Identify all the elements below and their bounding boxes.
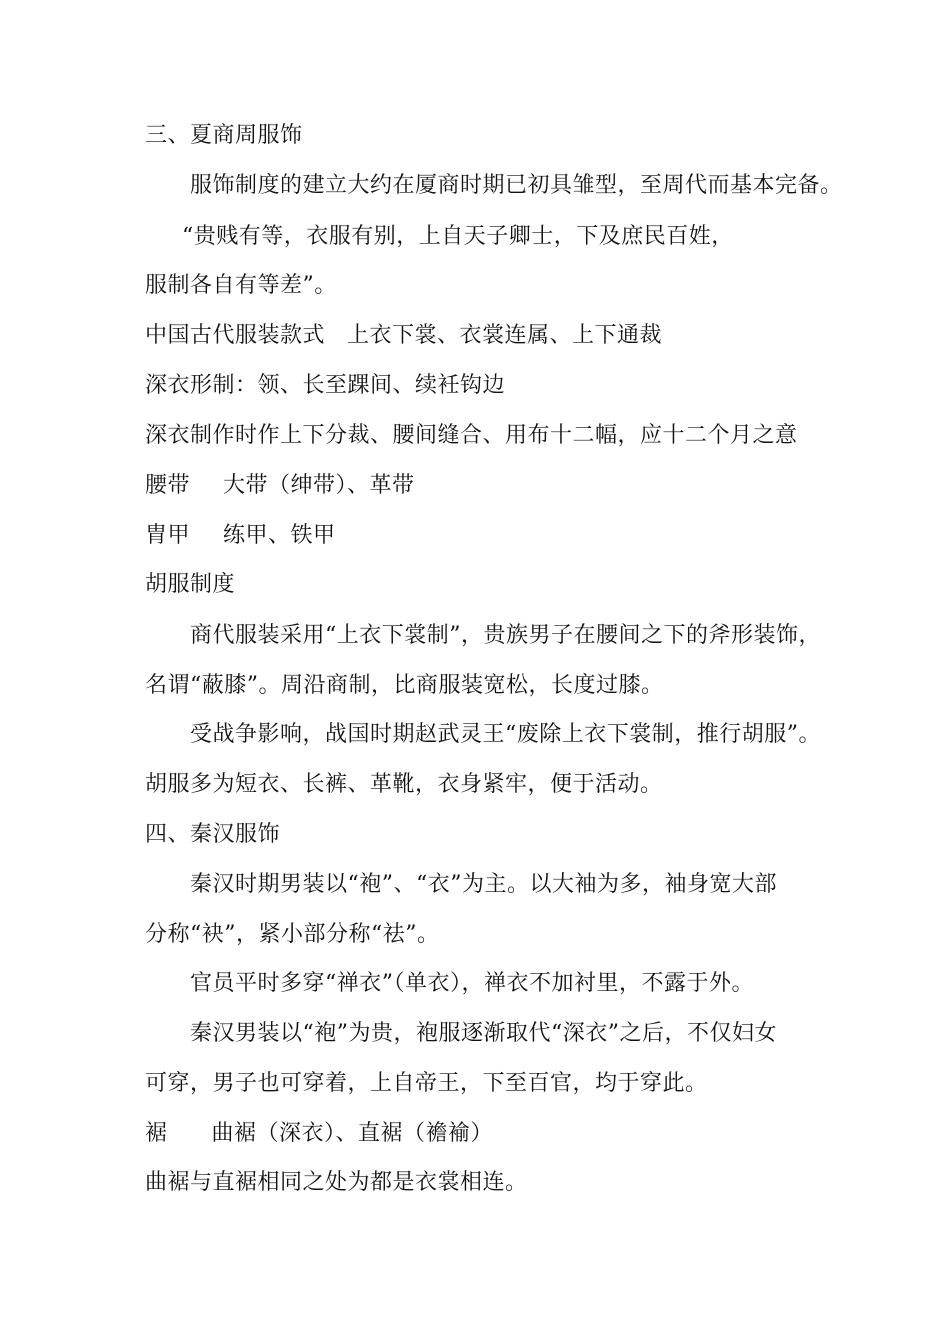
armor-label: 胄甲 — [145, 523, 191, 548]
quote-line-1: “贵贱有等，衣服有别，上自天子卿士，下及庶民百姓， — [182, 224, 734, 249]
armor-line — [145, 521, 336, 551]
belt-label: 腰带 — [145, 473, 191, 498]
ju-line — [145, 1119, 493, 1149]
clothing-styles-line — [145, 321, 662, 351]
qinhan-paragraph-line-1: 秦汉时期男装以“袍”、“衣”为主。以大袖为多，袖身宽大部 — [190, 872, 777, 897]
shenyi-making-line: 深衣制作时作上下分裁、腰间缝合、用布十二幅，应十二个月之意 — [145, 423, 798, 448]
belt-value: 大带（绅带）、革带 — [223, 473, 415, 498]
shang-paragraph-line-2: 名谓“蔽膝”。周沿商制，比商服装宽松，长度过膝。 — [145, 673, 664, 698]
quote-line-2: 服制各自有等差”。 — [145, 273, 337, 298]
war-paragraph-line-1: 受战争影响，战国时期赵武灵王“废除上衣下裳制，推行胡服”。 — [190, 722, 821, 747]
paragraph-system-origin: 服饰制度的建立大约在厦商时期已初具雏型，至周代而基本完备。 — [190, 173, 843, 198]
pao-paragraph-line-1: 秦汉男装以“袍”为贵，袍服逐渐取代“深衣”之后，不仅妇女 — [190, 1021, 777, 1046]
official-paragraph: 官员平时多穿“禅衣”（单衣），禅衣不加衬里，不露于外。 — [190, 971, 754, 996]
ju-label: 裾 — [145, 1121, 168, 1146]
ju-value: 曲裾（深衣）、直裾（襜褕） — [211, 1121, 494, 1146]
belt-line — [145, 471, 415, 501]
hufu-heading: 胡服制度 — [145, 572, 236, 597]
clothing-styles-value: 上衣下裳、衣裳连属、上下通裁 — [347, 323, 663, 348]
qinhan-paragraph-line-2: 分称“袂”，紧小部分称“祛”。 — [145, 922, 440, 947]
pao-paragraph-line-2: 可穿，男子也可穿着，上自帝王，下至百官，均于穿此。 — [145, 1071, 708, 1096]
clothing-styles-label: 中国古代服装款式 — [145, 323, 326, 348]
section-heading-qin-han: 四、秦汉服饰 — [145, 822, 281, 847]
armor-value: 练甲、铁甲 — [223, 523, 336, 548]
shenyi-form-line: 深衣形制：领、长至踝间、续衽钩边 — [145, 373, 506, 398]
shang-paragraph-line-1: 商代服装采用“上衣下裳制”，贵族男子在腰间之下的斧形装饰， — [190, 623, 821, 648]
war-paragraph-line-2: 胡服多为短衣、长裤、革靴，衣身紧牢，便于活动。 — [145, 772, 663, 797]
section-heading-xia-shang-zhou: 三、夏商周服饰 — [145, 123, 303, 148]
ju-common-line: 曲裾与直裾相同之处为都是衣裳相连。 — [145, 1170, 528, 1195]
